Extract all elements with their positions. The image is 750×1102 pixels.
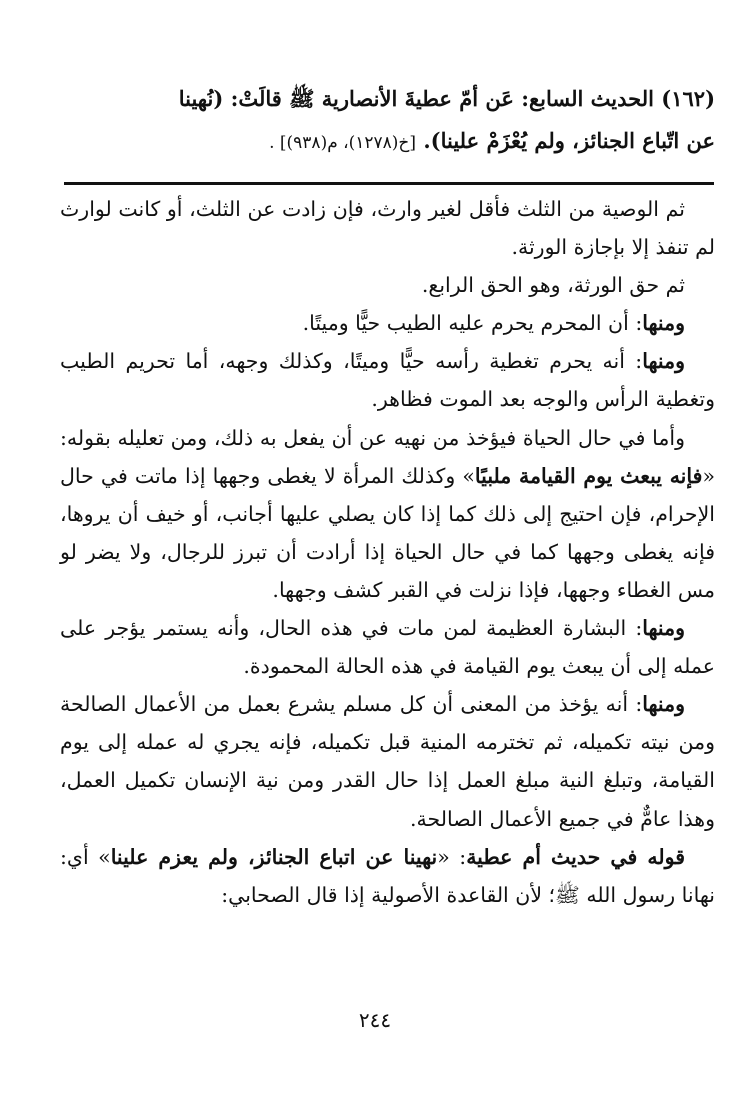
paragraph-text: : أنه يحرم تغطية رأسه حيًّا وميتًا، وكذلك وجهه، أما تحريم الطيب وتغطية الرأس والوجه بعد الموت فظاهر. xyxy=(60,349,715,412)
paragraph-text-after: » أي: نهانا رسول الله ﷺ؛ لأن القاعدة الأصولية إذا قال الصحابي: xyxy=(60,844,715,907)
quoted-hadith: نهينا عن اتباع الجنائز، ولم يعزم علينا xyxy=(110,844,438,869)
hadith-title-line-1: (١٦٢) الحديث السابع: عَن أمّ عطيةَ الأنصارية ﷺ قالَتْ: (نُهينا xyxy=(178,86,715,111)
paragraph-text: : أن المحرم يحرم عليه الطيب حيًّا وميتًا. xyxy=(302,311,643,336)
paragraph-label: ومنها xyxy=(642,616,685,641)
quoted-hadith: فإنه يبعث يوم القيامة ملبيًا xyxy=(474,463,703,488)
header-divider xyxy=(64,182,714,185)
paragraph-text: : البشارة العظيمة لمن مات في هذه الحال، وأنه يستمر يؤجر على عمله إلى أن يبعث يوم القيامة في هذه الحالة المحمودة. xyxy=(60,616,715,679)
paragraph-heirs-right: ثم حق الورثة، وهو الحق الرابع. xyxy=(421,273,685,298)
paragraph-perfume xyxy=(60,304,715,342)
paragraph-text: وأما في حال الحياة فيؤخذ من نهيه عن أن يفعل به ذلك، ومن تعليله بقوله: « xyxy=(60,425,715,488)
paragraph-label: قوله في حديث أم عطية xyxy=(466,844,685,869)
paragraph-label: ومنها xyxy=(642,692,685,717)
page-number: ٢٤٤ xyxy=(358,1008,392,1032)
paragraph-text: : أنه يؤخذ من المعنى أن كل مسلم يشرع بعمل من الأعمال الصالحة ومن نيته تكميله، ثم تخترمه المنية قبل تكميله، فإنه يجري له عمله إلى يوم القيامة، وتبلغ النية مبلغ العمل إذا حال القدر ومن نية الإنسان تكميل العمل، وهذا عامٌّ في جميع الأعمال الصالحة. xyxy=(60,692,715,831)
paragraph-wasiyya: ثم الوصية من الثلث فأقل لغير وارث، فإن زادت عن الثلث، أو كانت لوارث لم تنفذ إلا بإجازة الورثة. xyxy=(60,197,715,260)
paragraph-umm-atiyya xyxy=(60,838,715,914)
paragraph-glad-tidings xyxy=(60,609,715,685)
hadith-text: عن اتّباع الجنائز، ولم يُعْزَمْ علينا). xyxy=(423,128,715,153)
paragraph-label: ومنها xyxy=(642,311,685,336)
paragraph-text-after: » وكذلك المرأة لا يغطى وجهها إذا ماتت في حال الإحرام، فإن احتيج إلى ذلك كما إذا كان يصلي عليها أجانب، أو خيف أن يروها، فإنه يغطى وجهها كما في حال الحياة إذا أرادت أن تبرز للرجال، ولا يضر لو مس الغطاء وجهها، فإذا نزلت في القبر كشف وجهها. xyxy=(60,463,715,602)
commentary-body xyxy=(60,190,715,914)
hadith-reference: [خ(١٢٧٨)، م(٩٣٨)] . xyxy=(269,133,417,153)
paragraph-life-state xyxy=(60,419,715,609)
paragraph-text: : « xyxy=(437,844,467,869)
paragraph-covering-head xyxy=(60,342,715,418)
paragraph-good-deeds xyxy=(60,685,715,837)
paragraph-label: ومنها xyxy=(642,349,685,374)
hadith-title-line-2 xyxy=(50,128,715,153)
